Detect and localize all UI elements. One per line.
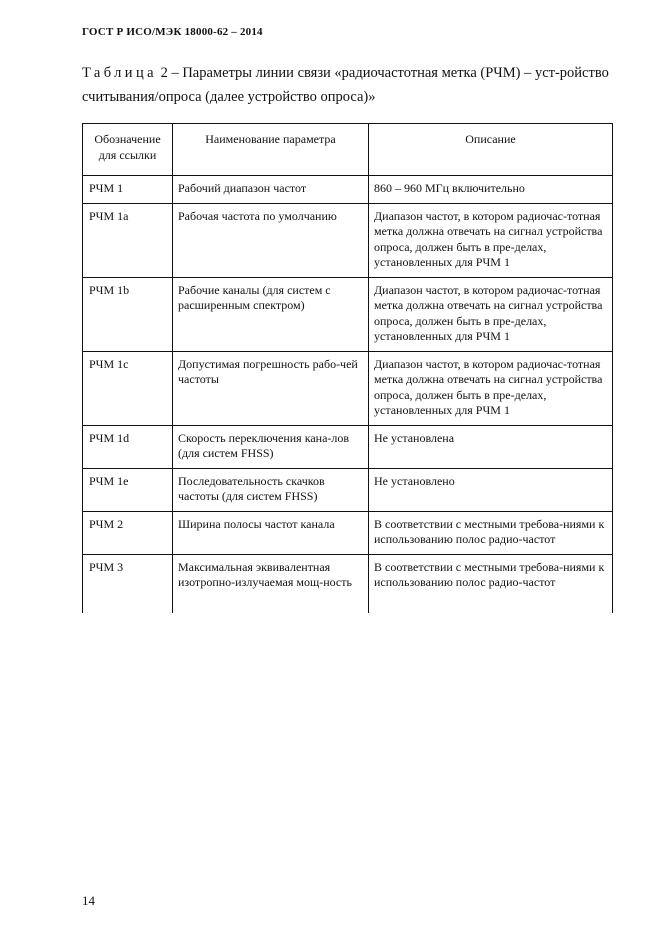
caption-text: 2 – Параметры линии связи «радиочастотная метка (РЧМ) – уст-ройство считывания/опроса (далее устройство опроса)»	[82, 65, 609, 105]
row-description: В соответствии с местными требова-ниями к использованию полос радио-частот	[369, 554, 613, 613]
document-header: ГОСТ Р ИСО/МЭК 18000-62 – 2014	[82, 26, 263, 38]
table-row	[83, 511, 613, 554]
table-row	[83, 277, 613, 351]
row-reference: РЧМ 1e	[83, 468, 173, 511]
row-parameter-name: Допустимая погрешность рабо-чей частоты	[173, 351, 369, 425]
row-description: Диапазон частот, в котором радиочас-тотная метка должна отвечать на сигнал устройства опроса, должен быть в пре-делах, установленных для РЧМ 1	[369, 203, 613, 277]
header-description: Описание	[369, 124, 613, 176]
table-row	[83, 425, 613, 468]
row-parameter-name: Последовательность скачков частоты (для систем FHSS)	[173, 468, 369, 511]
row-description: Диапазон частот, в котором радиочас-тотная метка должна отвечать на сигнал устройства опроса, должен быть в пре-делах, установленных для РЧМ 1	[369, 351, 613, 425]
row-reference: РЧМ 3	[83, 554, 173, 613]
table-row	[83, 176, 613, 204]
row-description: В соответствии с местными требова-ниями к использованию полос радио-частот	[369, 511, 613, 554]
table-header-row	[83, 124, 613, 176]
row-parameter-name: Ширина полосы частот канала	[173, 511, 369, 554]
row-reference: РЧМ 1a	[83, 203, 173, 277]
row-reference: РЧМ 1d	[83, 425, 173, 468]
row-parameter-name: Рабочие каналы (для систем с расширенным спектром)	[173, 277, 369, 351]
row-reference: РЧМ 1b	[83, 277, 173, 351]
row-reference: РЧМ 1	[83, 176, 173, 204]
row-reference: РЧМ 1c	[83, 351, 173, 425]
row-description: 860 – 960 МГц включительно	[369, 176, 613, 204]
table-caption	[82, 61, 612, 109]
parameters-table	[82, 123, 613, 613]
row-parameter-name: Максимальная эквивалентная изотропно-излучаемая мощ-ность	[173, 554, 369, 613]
table-row	[83, 203, 613, 277]
row-description: Не установлено	[369, 468, 613, 511]
header-parameter-name: Наименование параметра	[173, 124, 369, 176]
row-parameter-name: Рабочий диапазон частот	[173, 176, 369, 204]
row-parameter-name: Рабочая частота по умолчанию	[173, 203, 369, 277]
page-number: 14	[82, 893, 95, 908]
row-reference: РЧМ 2	[83, 511, 173, 554]
table-row	[83, 554, 613, 613]
caption-lead: Таблица	[82, 65, 157, 81]
row-parameter-name: Скорость переключения кана-лов (для систем FHSS)	[173, 425, 369, 468]
table-row	[83, 351, 613, 425]
row-description: Не установлена	[369, 425, 613, 468]
row-description: Диапазон частот, в котором радиочас-тотная метка должна отвечать на сигнал устройства опроса, должен быть в пре-делах, установленных для РЧМ 1	[369, 277, 613, 351]
header-reference: Обозначение для ссылки	[83, 124, 173, 176]
table-row	[83, 468, 613, 511]
